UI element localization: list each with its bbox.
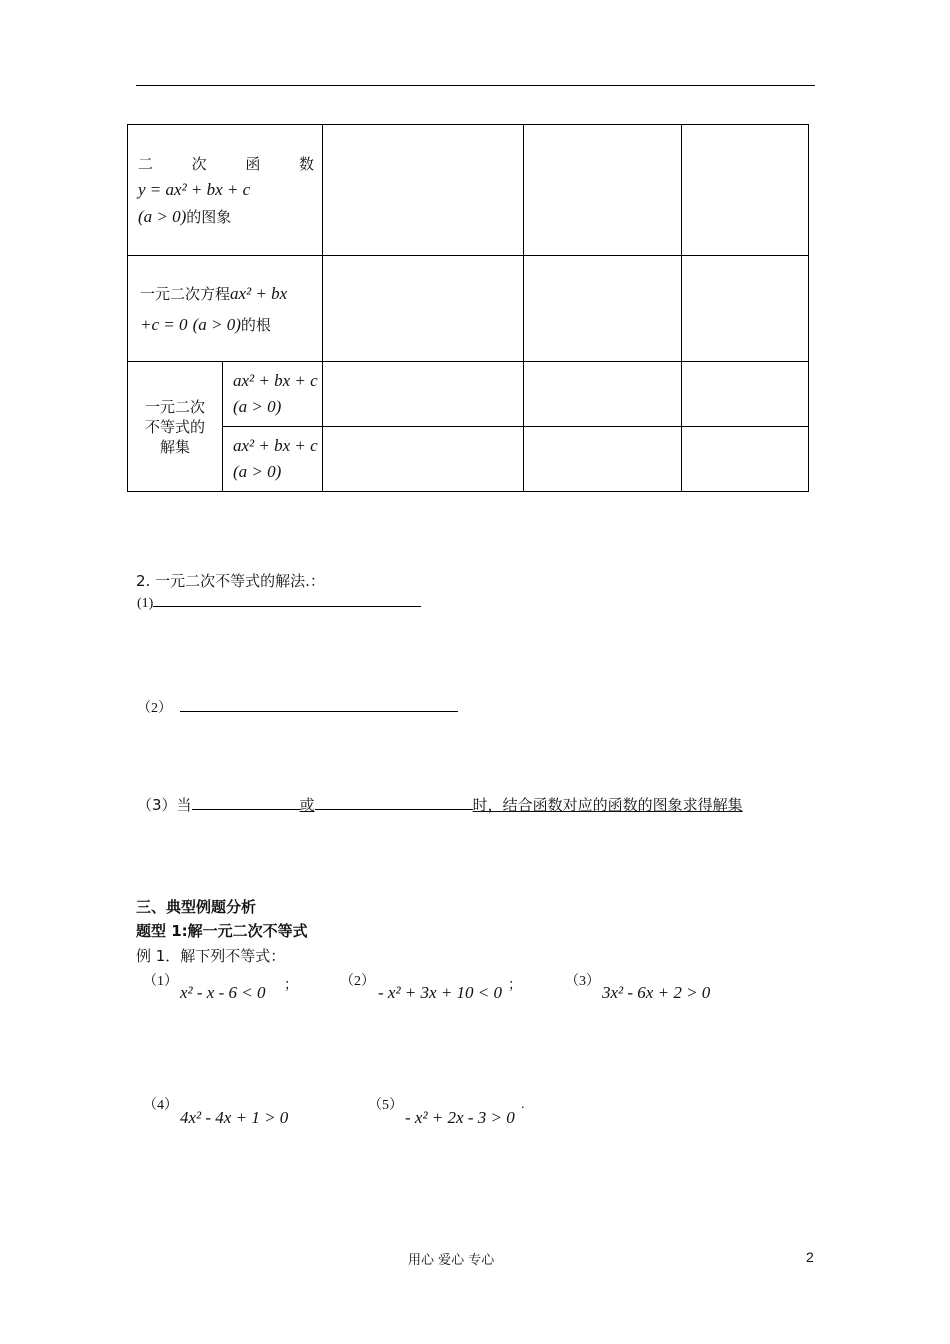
section3-subheading: 题型 1:解一元二次不等式 — [136, 922, 308, 940]
table-cell — [524, 125, 682, 256]
header-rule — [136, 85, 815, 86]
problem-2-expr: - x² + 3x + 10 < 0 — [378, 983, 503, 1002]
graph-label-title: 二 次 函 数 — [138, 155, 314, 173]
table-cell — [524, 427, 682, 492]
inequality-sub-2: ax² + bx + c (a > 0) — [223, 427, 323, 492]
fill-blank — [153, 606, 421, 607]
table-row — [128, 125, 809, 256]
fill-blank — [192, 809, 300, 810]
table-cell — [323, 256, 524, 362]
problem-5-num: （5） — [368, 1098, 403, 1113]
table-cell — [524, 362, 682, 427]
example-label: 例 1．解下列不等式： — [136, 947, 286, 965]
table-cell — [323, 362, 524, 427]
problem-1-num: （1） — [143, 974, 178, 989]
problem-1-end: ； — [284, 978, 298, 993]
page-number: 2 — [806, 1249, 814, 1265]
problem-5-end: . — [521, 1097, 525, 1112]
section3-heading: 三、典型例题分析 — [136, 898, 257, 916]
fill-blank — [180, 711, 458, 712]
roots-line-1: 一元二次方程ax² + bx — [140, 283, 288, 303]
problem-3-expr: 3x² - 6x + 2 > 0 — [602, 983, 711, 1002]
inequality-sub-1: ax² + bx + c (a > 0) — [223, 362, 323, 427]
table-row — [128, 256, 809, 362]
table-cell — [682, 256, 809, 362]
table-cell — [682, 125, 809, 256]
section2-heading: 2. 一元二次不等式的解法.： — [136, 572, 325, 590]
table-cell — [682, 427, 809, 492]
problem-2-end: ； — [508, 978, 522, 993]
table-row — [128, 427, 809, 492]
table-row — [128, 362, 809, 427]
footer-motto: 用心 爱心 专心 — [408, 1253, 495, 1268]
problem-4-expr: 4x² - 4x + 1 > 0 — [180, 1108, 289, 1127]
table-cell — [524, 256, 682, 362]
fill-blank — [315, 809, 473, 810]
inequality-group-label: 一元二次不等式的解集 — [128, 362, 223, 492]
problem-3-num: （3） — [565, 974, 600, 989]
table-cell — [682, 362, 809, 427]
problem-4-num: （4） — [143, 1098, 178, 1113]
problem-5-expr: - x² + 2x - 3 > 0 — [405, 1108, 515, 1127]
graph-condition-line: (a > 0)的图象 — [138, 207, 232, 226]
function-table — [127, 124, 809, 492]
table-cell — [323, 125, 524, 256]
problem-2-num: （2） — [340, 974, 375, 989]
problem-1-expr: x² - x - 6 < 0 — [180, 983, 266, 1002]
table-cell — [323, 427, 524, 492]
row-label-graph — [128, 125, 323, 256]
method-item-2: （2） — [137, 697, 458, 717]
row-label-roots — [128, 256, 323, 362]
method-item-1: (1) — [137, 596, 421, 612]
graph-formula: y = ax² + bx + c — [138, 180, 251, 199]
method-item-3: （3）当 或 时，结合函数对应的函数的图象求得解集 — [137, 796, 743, 814]
roots-line-2: +c = 0 (a > 0)的根 — [140, 314, 271, 334]
